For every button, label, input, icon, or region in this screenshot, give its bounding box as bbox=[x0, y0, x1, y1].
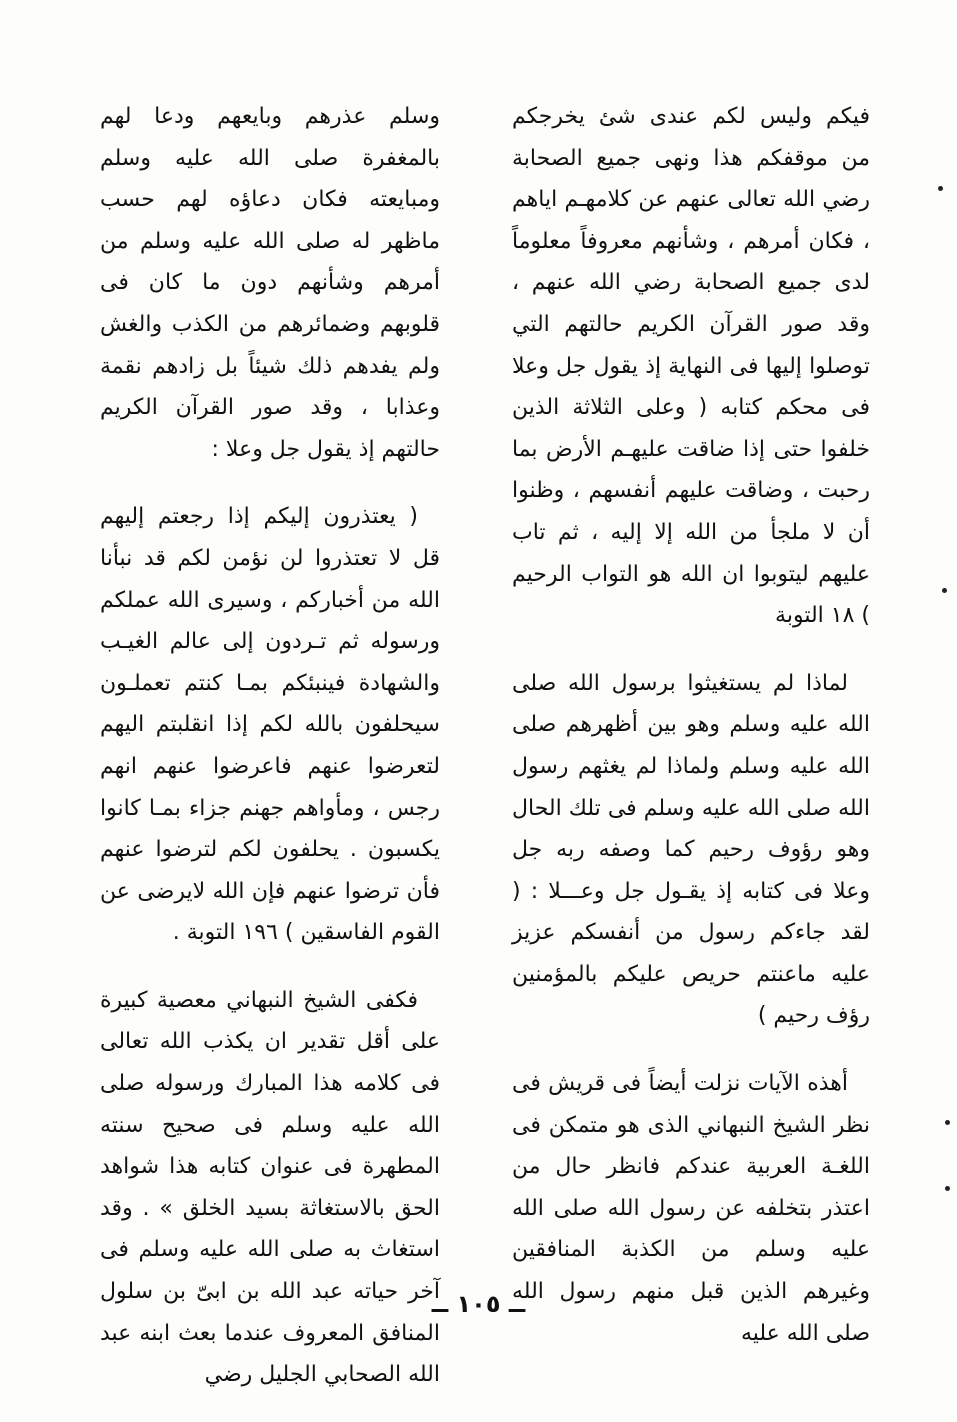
scan-mark bbox=[938, 186, 943, 191]
paragraph: فيكم وليس لكم عندى شئ يخرجكم من موقفكم هذا ونهى جميع الصحابة رضي الله تعالى عنهم عن كلامهـم اياهم ، فكان أمرهم ، وشأنهم معروفاً معلوماً لدى جميع الصحابة رضي الله عنهم ، وقد صور القرآن الكريم حالتهم التي توصلوا إليها فى النهاية إذ يقول جل وعلا فى محكم كتابه ( وعلى الثلاثة الذين خلفوا حتى إذا ضاقت عليهـم الأرض بما رحبت ، وضاقت عليهم أنفسهم ، وظنوا أن لا ملجأ من الله إلا إليه ، ثم تاب عليهم ليتوبوا ان الله هو التواب الرحيم ) ١٨ التوبة bbox=[512, 104, 870, 629]
scan-mark bbox=[945, 1186, 950, 1191]
paragraph: وسلم عذرهم وبايعهم ودعا لهم بالمغفرة صلى الله عليه وسلم ومبايعته فكان دعاؤه لهم حسب ماظهر له صلى الله عليه وسلم من أمرهم وشأنهم دون ما كان فى قلوبهم وضمائرهم من الكذب والغش ولم يفدهم ذلك شيئاً بل زادهم نقمة وعذابا ، وقد صور القرآن الكريم حالتهم إذ يقول جل وعلا : bbox=[100, 104, 440, 462]
page-number: ــ ١٠٥ ــ bbox=[431, 1290, 526, 1318]
scan-mark bbox=[945, 1120, 950, 1125]
scan-mark bbox=[942, 588, 947, 593]
paragraph: لماذا لم يستغيثوا برسول الله صلى الله عليه وسلم وهو بين أظهرهم صلى الله عليه وسلم ولماذا لم يغثهم رسول الله صلى الله عليه وسلم فى تلك الحال وهو رؤوف رحيم كما وصفه ربه جل وعلا فى كتابه إذ يقـول جل وعـــلا : ( لقد جاءكم رسول من أنفسكم عزيز عليه ماعنتم حريص عليكم بالمؤمنين رؤف رحيم ) bbox=[512, 670, 870, 1029]
right-column bbox=[512, 96, 870, 1380]
paragraph: فكفى الشيخ النبهاني معصية كبيرة على أقل تقدير ان يكذب الله تعالى فى كلامه هذا المبارك ورسوله صلى الله عليه وسلم فى صحيح سنته المطهرة فى عنوان كتابه هذا شواهد الحق بالاستغاثة بسيد الخلق » . وقد استغاث به صلى الله عليه وسلم فى آخر حياته عبد الله بن ابىّ بن سلول المنافق المعروف عندما بعث ابنه عبد الله الصحابي الجليل رضي bbox=[100, 987, 440, 1388]
left-column bbox=[100, 96, 440, 1422]
paragraph: ( يعتذرون إليكم إذا رجعتم إليهم قل لا تعتذروا لن نؤمن لكم قد نبأنا الله من أخباركم ، وسيرى الله عملكم ورسوله ثم تـردون إلى عالم الغيـب والشهادة فينبئكم بمـا كنتم تعملـون سيحلفون بالله لكم إذا انقلبتم اليهم لتعرضوا عنهم فاعرضوا عنهم انهم رجس ، ومأواهم جهنم جزاء بمـا كانوا يكسبون . يحلفون لكم لترضوا عنهم فأن ترضوا عنهم فإن الله لايرضى عن القوم الفاسقين ) ١٩٦ التوبة . bbox=[100, 504, 440, 946]
paragraph: أهذه الآيات نزلت أيضاً فى قريش فى نظر الشيخ النبهاني الذى هو متمكن فى اللغـة العربية عندكم فانظر حال من اعتذر بتخلفه عن رسول الله صلى الله عليه وسلم من الكذبة المنافقين وغيرهم الذين قبل منهم رسول الله صلى الله عليه bbox=[512, 1071, 870, 1346]
